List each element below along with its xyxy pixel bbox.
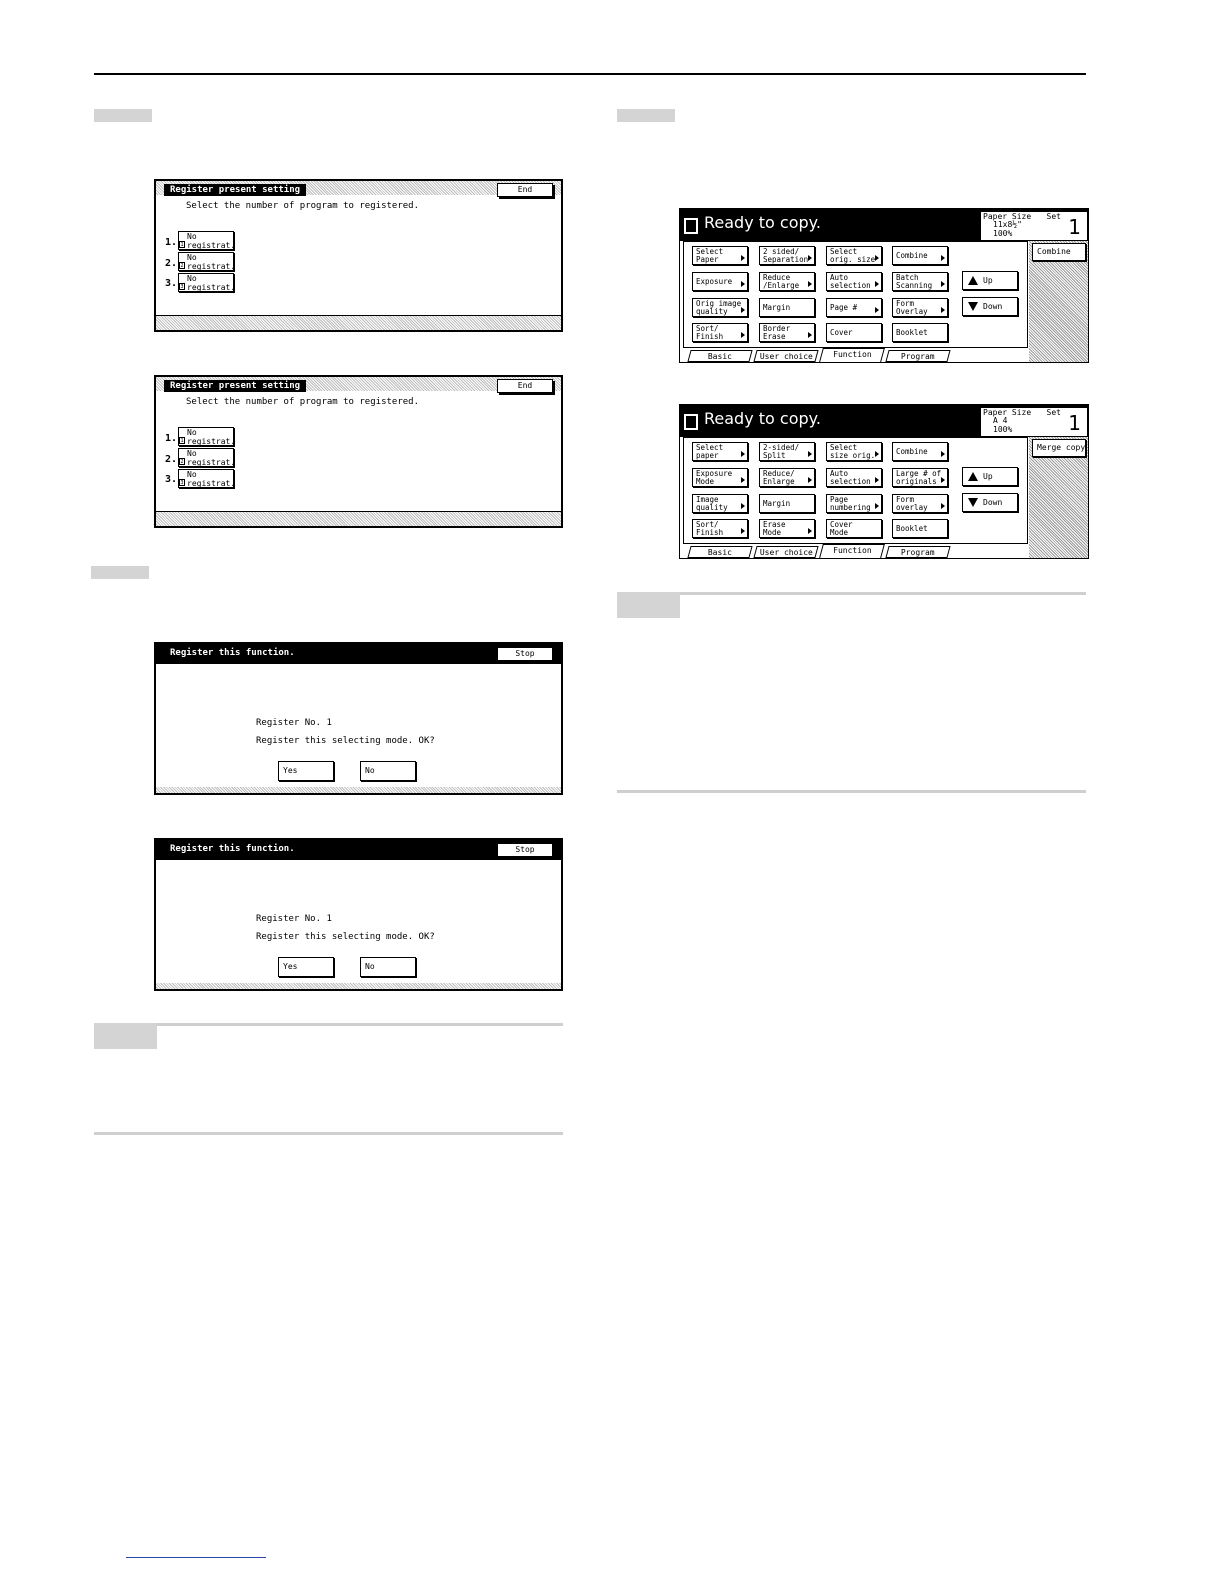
register-number-text: Register No. 1 xyxy=(256,718,332,728)
copier-panel-metric xyxy=(679,404,1089,559)
down-arrow-icon xyxy=(968,302,978,311)
function-button[interactable]: Image quality xyxy=(692,494,748,513)
function-button[interactable]: Select paper xyxy=(692,442,748,461)
function-button[interactable]: Select Paper xyxy=(692,246,748,265)
tab-user-choice[interactable]: User choice xyxy=(753,546,818,558)
note-marker xyxy=(617,592,680,618)
program-slot-3[interactable]: 3 No registrat. xyxy=(178,469,234,488)
dialog-title: Register present setting xyxy=(164,184,306,196)
program-icon: 3 xyxy=(180,480,184,486)
function-button[interactable]: Margin xyxy=(759,298,815,317)
program-slot-2[interactable]: 2 No registrat. xyxy=(178,252,234,271)
up-button[interactable]: Up xyxy=(962,271,1018,290)
program-number: 3. xyxy=(165,474,178,485)
confirm-dialog xyxy=(154,642,563,795)
dialog-title: Register this function. xyxy=(170,844,295,854)
step-marker xyxy=(94,109,152,122)
program-icon: 1 xyxy=(180,242,184,248)
function-button[interactable]: Page numbering xyxy=(826,494,882,513)
function-button[interactable]: Exposure xyxy=(692,272,748,291)
down-arrow-icon xyxy=(968,498,978,507)
tab-basic[interactable]: Basic xyxy=(687,350,752,362)
register-number-text: Register No. 1 xyxy=(256,914,332,924)
function-button[interactable]: Combine xyxy=(892,246,948,265)
confirm-question: Register this selecting mode. OK? xyxy=(256,736,435,746)
program-slot-1[interactable]: 1 No registrat. xyxy=(178,231,234,250)
step-marker xyxy=(91,566,149,579)
zoom-value: 100% xyxy=(993,425,1013,434)
tab-program[interactable]: Program xyxy=(885,350,950,362)
function-button[interactable]: Erase Mode xyxy=(759,519,815,538)
note-top-rule xyxy=(617,592,1086,595)
yes-button[interactable]: Yes xyxy=(278,761,334,781)
program-number: 1. xyxy=(165,433,178,444)
status-text: Ready to copy. xyxy=(704,409,821,428)
confirm-dialog xyxy=(154,838,563,991)
function-button[interactable]: Page # xyxy=(826,298,882,317)
function-button[interactable]: Form overlay xyxy=(892,494,948,513)
program-icon: 1 xyxy=(180,438,184,444)
paper-size-value: A 4 xyxy=(993,416,1008,425)
function-button[interactable]: Batch Scanning xyxy=(892,272,948,291)
panel-tabs xyxy=(683,348,1028,362)
copier-panel-inch xyxy=(679,208,1089,363)
function-button[interactable]: 2-sided/ Split xyxy=(759,442,815,461)
function-button[interactable]: Cover xyxy=(826,323,882,342)
dialog-prompt: Select the number of program to registered. xyxy=(186,201,419,211)
yes-button[interactable]: Yes xyxy=(278,957,334,977)
function-button[interactable]: Exposure Mode xyxy=(692,468,748,487)
function-button[interactable]: Large # of originals xyxy=(892,468,948,487)
dialog-title: Register present setting xyxy=(164,380,306,392)
register-dialog-inch xyxy=(154,179,563,332)
document-icon xyxy=(684,414,698,430)
note-marker xyxy=(94,1023,157,1049)
footer-link-rule xyxy=(126,1557,266,1558)
tab-basic[interactable]: Basic xyxy=(687,546,752,558)
program-number: 2. xyxy=(165,454,178,465)
dialog-prompt: Select the number of program to registered. xyxy=(186,397,419,407)
document-icon xyxy=(684,218,698,234)
function-button[interactable]: Select orig. size xyxy=(826,246,882,265)
function-button[interactable]: Border Erase xyxy=(759,323,815,342)
note-bottom-rule xyxy=(94,1132,563,1135)
step-marker xyxy=(617,109,675,122)
register-dialog-metric xyxy=(154,375,563,528)
program-icon: 2 xyxy=(180,459,184,465)
function-button[interactable]: Auto selection xyxy=(826,272,882,291)
panel-tabs xyxy=(683,544,1028,558)
paper-size-display xyxy=(980,211,1088,241)
up-arrow-icon xyxy=(968,276,978,285)
tab-user-choice[interactable]: User choice xyxy=(753,350,818,362)
program-icon: 2 xyxy=(180,263,184,269)
note-top-rule xyxy=(94,1023,563,1026)
program-number: 1. xyxy=(165,237,178,248)
top-rule xyxy=(94,73,1086,75)
program-number: 3. xyxy=(165,278,178,289)
program-slot-3[interactable]: 3 No registrat. xyxy=(178,273,234,292)
tab-program[interactable]: Program xyxy=(885,546,950,558)
program-number: 2. xyxy=(165,258,178,269)
stop-button[interactable]: Stop xyxy=(497,647,553,661)
tab-function[interactable]: Function xyxy=(819,348,885,362)
set-label: Set xyxy=(1046,408,1061,417)
no-button[interactable]: No xyxy=(360,957,416,977)
up-button[interactable]: Up xyxy=(962,467,1018,486)
merge-copy-side-button[interactable]: Merge copy xyxy=(1032,439,1086,457)
down-button[interactable]: Down xyxy=(962,297,1018,316)
program-icon: 3 xyxy=(180,284,184,290)
stop-button[interactable]: Stop xyxy=(497,843,553,857)
program-slot-2[interactable]: 2 No registrat. xyxy=(178,448,234,467)
note-bottom-rule xyxy=(617,790,1086,793)
function-button[interactable]: Booklet xyxy=(892,519,948,538)
end-button[interactable]: End xyxy=(497,379,553,393)
copy-count: 1 xyxy=(1068,411,1081,435)
zoom-value: 100% xyxy=(993,229,1013,238)
no-button[interactable]: No xyxy=(360,761,416,781)
set-label: Set xyxy=(1046,212,1061,221)
function-button[interactable]: Booklet xyxy=(892,323,948,342)
status-text: Ready to copy. xyxy=(704,213,821,232)
end-button[interactable]: End xyxy=(497,183,553,197)
paper-size-display xyxy=(980,407,1088,437)
paper-size-label: Paper Size xyxy=(983,408,1032,417)
tab-function[interactable]: Function xyxy=(819,544,885,558)
combine-side-button[interactable]: Combine xyxy=(1032,243,1086,261)
function-button[interactable]: Cover Mode xyxy=(826,519,882,538)
function-button[interactable]: Combine xyxy=(892,442,948,461)
program-slot-1[interactable]: 1 No registrat. xyxy=(178,427,234,446)
down-button[interactable]: Down xyxy=(962,493,1018,512)
dialog-title: Register this function. xyxy=(170,648,295,658)
up-arrow-icon xyxy=(968,472,978,481)
function-button[interactable]: Select size orig. xyxy=(826,442,882,461)
confirm-question: Register this selecting mode. OK? xyxy=(256,932,435,942)
function-button[interactable]: Sort/ Finish xyxy=(692,323,748,342)
function-button[interactable]: Margin xyxy=(759,494,815,513)
function-button[interactable]: Sort/ Finish xyxy=(692,519,748,538)
copy-count: 1 xyxy=(1068,215,1081,239)
paper-size-label: Paper Size xyxy=(983,212,1032,221)
function-button[interactable]: Auto selection xyxy=(826,468,882,487)
function-button[interactable]: Reduce/ Enlarge xyxy=(759,468,815,487)
function-button[interactable]: Reduce /Enlarge xyxy=(759,272,815,291)
function-button[interactable]: Form Overlay xyxy=(892,298,948,317)
function-button[interactable]: 2 sided/ Separation xyxy=(759,246,815,265)
function-button[interactable]: Orig image quality xyxy=(692,298,748,317)
paper-size-value: 11x8½" xyxy=(993,220,1022,229)
